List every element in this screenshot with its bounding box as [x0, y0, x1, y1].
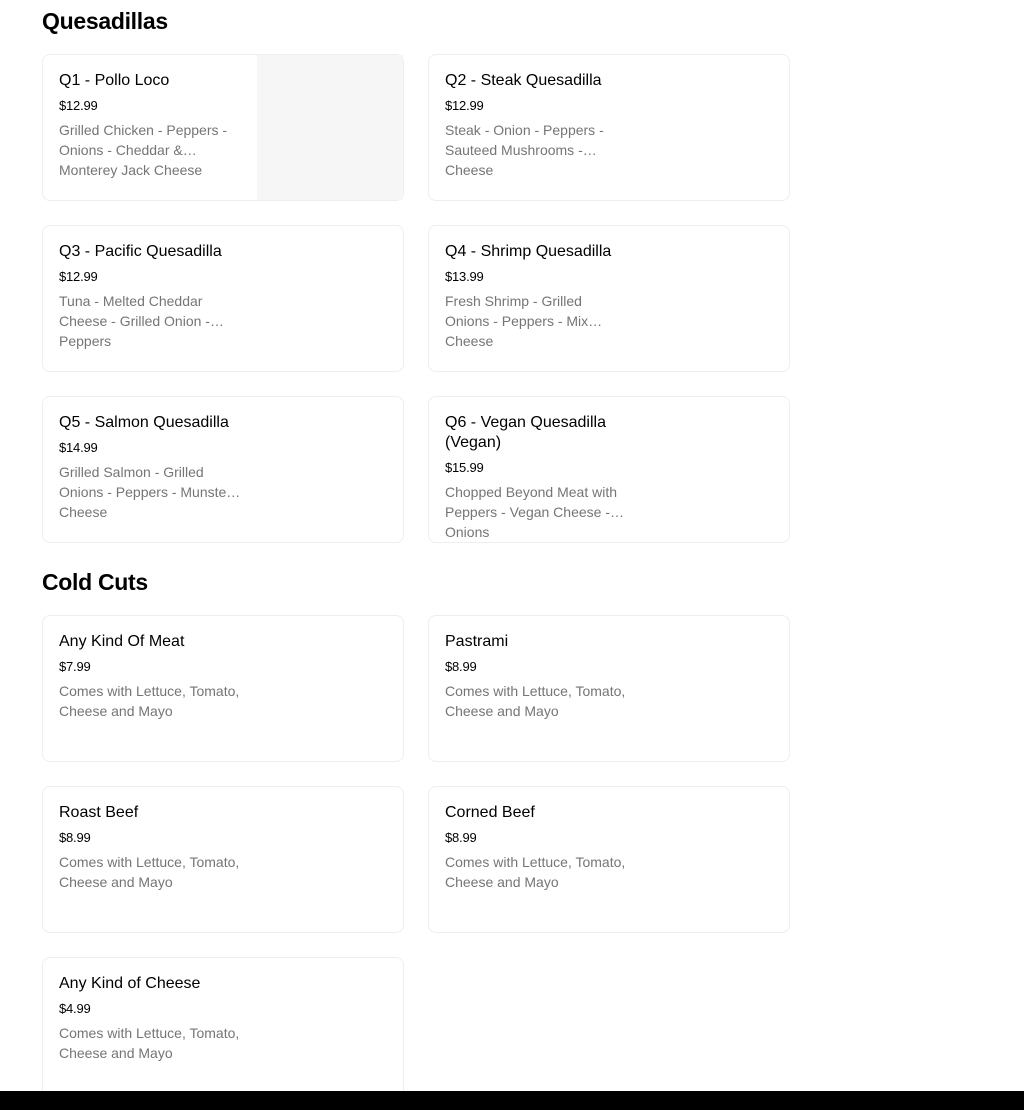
- item-description: Comes with Lettuce, Tomato, Cheese and Mayo: [59, 683, 240, 719]
- item-name: Q3 - Pacific Quesadilla: [59, 243, 222, 260]
- item-price: $4.99: [59, 1001, 91, 1016]
- bottom-bar: [0, 1091, 1024, 1110]
- item-name: Any Kind of Cheese: [59, 975, 201, 992]
- item-price: $12.99: [445, 98, 484, 113]
- menu-item-card[interactable]: [42, 615, 404, 762]
- item-description: Steak - Onion - Peppers - Sauteed Mushrooms - Cheese: [445, 122, 604, 178]
- menu-item-card[interactable]: [42, 396, 404, 543]
- item-name: Q1 - Pollo Loco: [59, 72, 170, 89]
- item-price: $13.99: [445, 269, 484, 284]
- item-price: $8.99: [445, 830, 477, 845]
- item-description: Grilled Chicken - Peppers - Onions - Cheddar & Monterey Jack Cheese: [59, 122, 228, 178]
- menu-item-card[interactable]: [428, 225, 790, 372]
- menu-item-card[interactable]: [42, 957, 404, 1104]
- section-title-quesadillas: Quesadillas: [42, 8, 168, 34]
- item-description: Comes with Lettuce, Tomato, Cheese and Mayo: [59, 854, 240, 890]
- item-description: Comes with Lettuce, Tomato, Cheese and Mayo: [445, 854, 626, 890]
- item-price: $7.99: [59, 659, 91, 674]
- menu-item-card[interactable]: [428, 786, 790, 933]
- item-name: Q6 - Vegan Quesadilla (Vegan): [445, 414, 606, 451]
- item-name: Q2 - Steak Quesadilla: [445, 72, 602, 89]
- menu-item-card[interactable]: [42, 54, 404, 201]
- item-description: Fresh Shrimp - Grilled Onions - Peppers - Mix Cheese: [445, 293, 589, 349]
- item-name: Pastrami: [445, 633, 509, 650]
- item-price: $15.99: [445, 460, 484, 475]
- menu-item-card[interactable]: [42, 225, 404, 372]
- item-price: $12.99: [59, 98, 98, 113]
- menu-item-card[interactable]: [428, 615, 790, 762]
- item-name: Q4 - Shrimp Quesadilla: [445, 243, 612, 260]
- menu-item-card[interactable]: [428, 396, 790, 543]
- item-price: $12.99: [59, 269, 98, 284]
- item-price: $8.99: [445, 659, 477, 674]
- item-description: Tuna - Melted Cheddar Cheese - Grilled Onion - Peppers: [59, 293, 210, 349]
- section-title-cold-cuts: Cold Cuts: [42, 569, 148, 595]
- item-name: Q5 - Salmon Quesadilla: [59, 414, 229, 431]
- item-image-placeholder: [257, 55, 403, 200]
- menu-item-card[interactable]: [428, 54, 790, 201]
- item-price: $8.99: [59, 830, 91, 845]
- item-name: Corned Beef: [445, 804, 535, 821]
- item-name: Roast Beef: [59, 804, 139, 821]
- item-description: Comes with Lettuce, Tomato, Cheese and Mayo: [445, 683, 626, 719]
- item-description: Chopped Beyond Meat with Peppers - Vegan Cheese - Onions: [445, 484, 617, 540]
- item-description: Comes with Lettuce, Tomato, Cheese and Mayo: [59, 1025, 240, 1061]
- item-description: Grilled Salmon - Grilled Onions - Peppers - Munster Cheese: [59, 464, 231, 520]
- item-name: Any Kind Of Meat: [59, 633, 185, 650]
- item-price: $14.99: [59, 440, 98, 455]
- menu-item-card[interactable]: [42, 786, 404, 933]
